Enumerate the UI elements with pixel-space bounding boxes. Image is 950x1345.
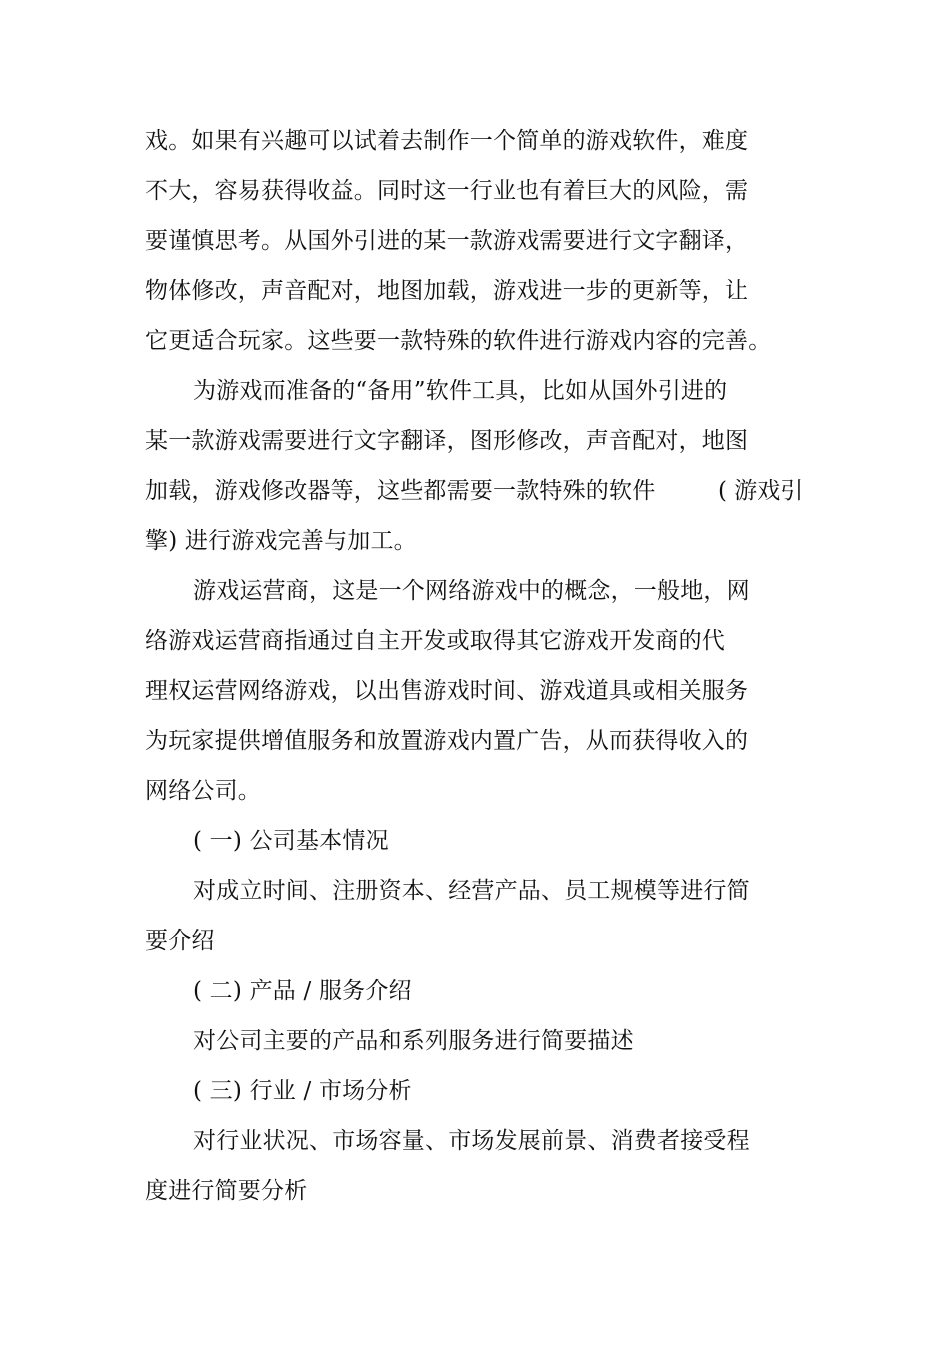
- text-line: 戏。如果有兴趣可以试着去制作一个简单的游戏软件，难度: [145, 128, 749, 154]
- text-line: 络游戏运营商指通过自主开发或取得其它游戏开发商的代: [145, 628, 725, 654]
- text-line: 它更适合玩家。这些要一款特殊的软件进行游戏内容的完善。: [145, 328, 772, 354]
- text-line: 某一款游戏需要进行文字翻译，图形修改，声音配对，地图: [145, 428, 749, 454]
- paragraph-first-line: 对成立时间、注册资本、经营产品、员工规模等进行简: [193, 878, 750, 904]
- section-heading: ( 二) 产品 / 服务介绍: [193, 978, 412, 1004]
- text-line: 理权运营网络游戏，以出售游戏时间、游戏道具或相关服务: [145, 678, 749, 704]
- paragraph-first-line: 对行业状况、市场容量、市场发展前景、消费者接受程: [193, 1128, 750, 1154]
- text-line: 擎) 进行游戏完善与加工。: [145, 528, 417, 554]
- text-fragment: ( 游戏引: [718, 478, 804, 504]
- paragraph-first-line: 对公司主要的产品和系列服务进行简要描述: [193, 1028, 634, 1054]
- section-heading: ( 一) 公司基本情况: [193, 828, 389, 854]
- text-line: 为玩家提供增值服务和放置游戏内置广告，从而获得收入的: [145, 728, 749, 754]
- text-line: 度进行简要分析: [145, 1178, 308, 1204]
- paragraph-first-line: 游戏运营商，这是一个网络游戏中的概念，一般地，网: [193, 578, 750, 604]
- paragraph-first-line: 为游戏而准备的“备用”软件工具，比如从国外引进的: [193, 378, 728, 404]
- text-line: 网络公司。: [145, 778, 261, 804]
- text-line: 物体修改，声音配对，地图加载，游戏进一步的更新等，让: [145, 278, 749, 304]
- text-line: 要谨慎思考。从国外引进的某一款游戏需要进行文字翻译，: [145, 228, 749, 254]
- text-line: 加载，游戏修改器等，这些都需要一款特殊的软件: [145, 478, 656, 504]
- text-line: 要介绍: [145, 928, 215, 954]
- text-line: 不大，容易获得收益。同时这一行业也有着巨大的风险，需: [145, 178, 749, 204]
- section-heading: ( 三) 行业 / 市场分析: [193, 1078, 412, 1104]
